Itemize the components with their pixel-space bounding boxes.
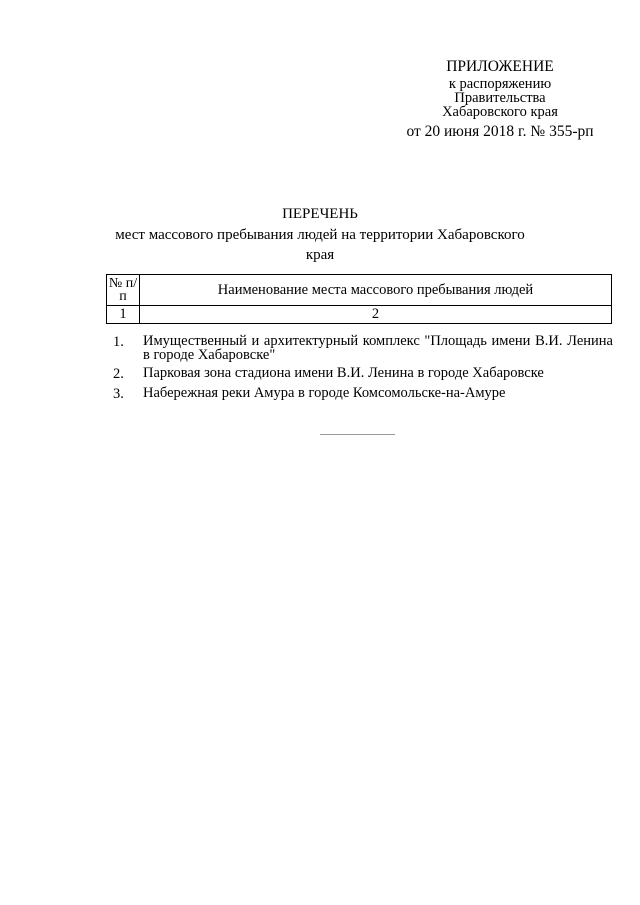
- list-item: [113, 334, 613, 362]
- appendix-line-3: Хабаровского края: [442, 104, 558, 120]
- document-subtitle: мест массового пребывания людей на территории Хабаровского края: [115, 227, 525, 263]
- document-title: ПЕРЕЧЕНЬ: [282, 206, 358, 222]
- list-item-text: Набережная реки Амура в городе Комсомольске-на-Амуре: [143, 385, 506, 401]
- column-name-header: Наименование места массового пребывания людей: [140, 275, 612, 306]
- list-item: [113, 366, 613, 382]
- table-header-row: [107, 275, 612, 306]
- appendix-line-1: к распоряжению: [448, 76, 552, 92]
- places-table: [106, 274, 612, 324]
- column-number-header-text: № п/п: [108, 276, 138, 304]
- appendix-date: от 20 июня 2018 г. № 355-рп: [406, 123, 594, 140]
- column-name-index: 2: [140, 306, 612, 324]
- list-item-number: 3.: [113, 386, 124, 402]
- list-item: [113, 386, 613, 402]
- table-numbering-row: [107, 306, 612, 324]
- list-item-text: Парковая зона стадиона имени В.И. Ленина в городе Хабаровске: [143, 365, 544, 381]
- list-item-text: Имущественный и архитектурный комплекс "Площадь имени В.И. Ленина в городе Хабаровске": [143, 333, 613, 363]
- column-number-index: 1: [107, 306, 140, 324]
- list-item-number: 1.: [113, 334, 124, 350]
- column-number-header: [107, 275, 140, 306]
- document-heading: [100, 205, 540, 265]
- places-list: [113, 334, 613, 406]
- list-item-number: 2.: [113, 366, 124, 382]
- appendix-line-2: Правительства: [454, 90, 546, 106]
- appendix-title: ПРИЛОЖЕНИЕ: [446, 58, 554, 75]
- closing-divider: [320, 434, 395, 435]
- appendix-header: [400, 57, 600, 141]
